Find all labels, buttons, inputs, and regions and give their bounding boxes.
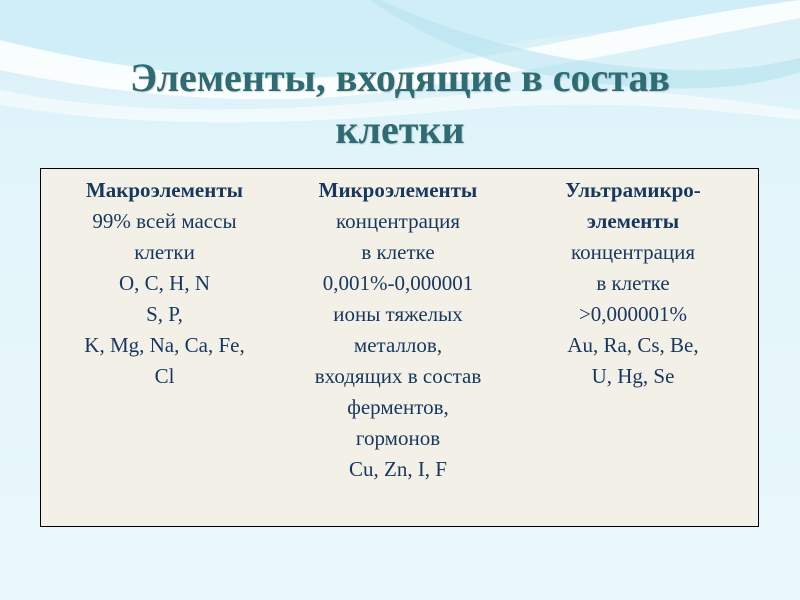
column-header: Ультрамикро- bbox=[565, 178, 701, 202]
cell-line: S, P, bbox=[146, 302, 183, 326]
cell-line: ферментов, bbox=[347, 395, 449, 419]
cell-line: Au, Ra, Cs, Be, bbox=[567, 333, 699, 357]
cell-line: Cl bbox=[154, 364, 175, 388]
slide-title bbox=[0, 52, 800, 156]
cell-line: концентрация bbox=[570, 240, 696, 264]
column-header: Макроэлементы bbox=[85, 178, 244, 202]
cell-line: >0,000001% bbox=[578, 302, 688, 326]
cell-line: ионы тяжелых bbox=[333, 302, 463, 326]
cell-line: 99% всей массы bbox=[92, 209, 237, 233]
cell-line: в клетке bbox=[596, 271, 670, 295]
column-macroelements bbox=[41, 169, 288, 526]
slide-title-line: Элементы, входящие в состав bbox=[130, 55, 670, 100]
elements-table bbox=[40, 168, 759, 527]
cell-line: U, Hg, Se bbox=[591, 364, 675, 388]
cell-line: в клетке bbox=[361, 240, 435, 264]
cell-line: K, Mg, Na, Ca, Fe, bbox=[84, 333, 245, 357]
cell-line: металлов, bbox=[353, 333, 443, 357]
slide-title-line: клетки bbox=[335, 107, 465, 152]
cell-line: концентрация bbox=[335, 209, 461, 233]
column-microelements bbox=[288, 169, 508, 526]
column-header: Микроэлементы bbox=[318, 178, 478, 202]
cell-line: клетки bbox=[134, 240, 195, 264]
cell-line: Cu, Zn, I, F bbox=[348, 457, 447, 481]
cell-line: гормонов bbox=[355, 426, 441, 450]
column-ultramicroelements bbox=[508, 169, 758, 526]
cell-line: O, C, H, N bbox=[118, 271, 210, 295]
cell-line: входящих в состав bbox=[314, 364, 482, 388]
cell-line: 0,001%-0,000001 bbox=[322, 271, 474, 295]
column-header: элементы bbox=[586, 209, 680, 233]
